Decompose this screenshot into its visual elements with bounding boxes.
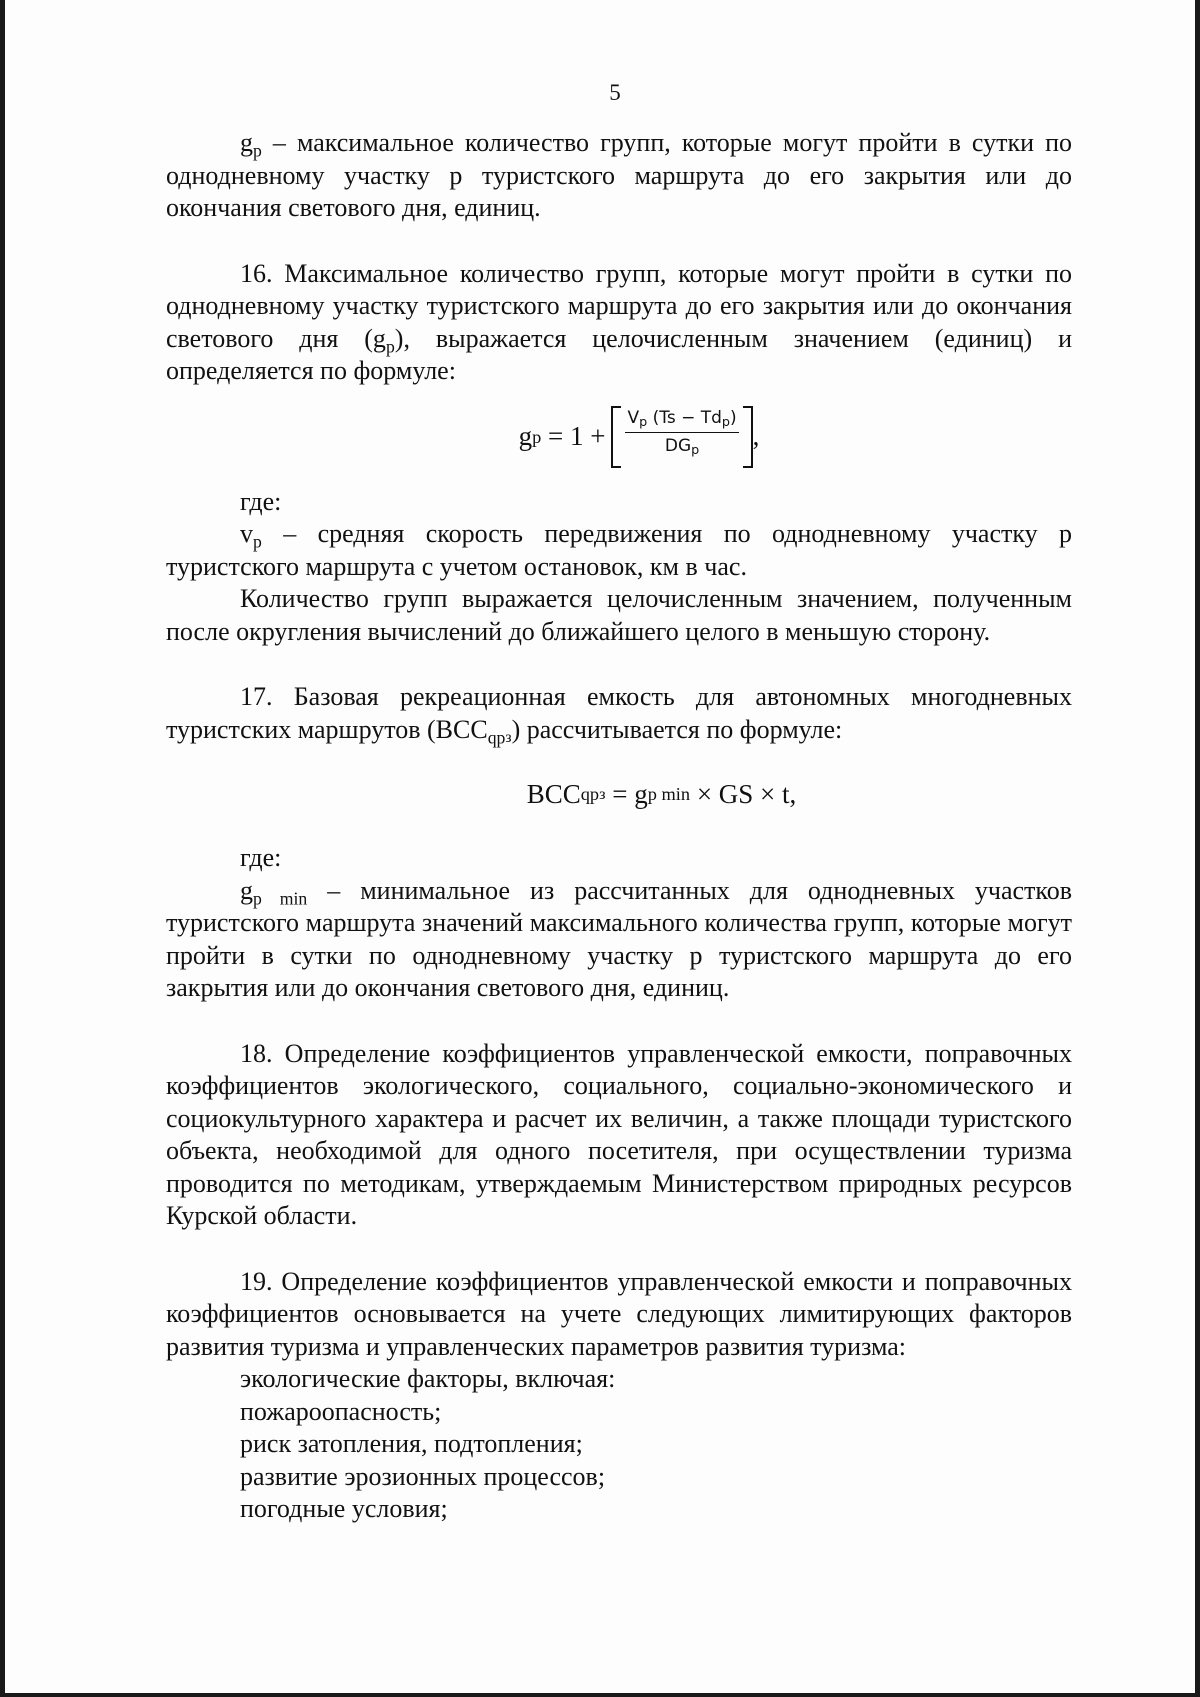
subscript: qp [487, 726, 506, 747]
list-item: погодные условия; [240, 1494, 448, 1523]
list-item: развитие эрозионных процессов; [240, 1461, 606, 1491]
list-item: пожароопасность; [240, 1396, 442, 1426]
denominator [665, 433, 699, 459]
list-item: экологические факторы, включая: [240, 1364, 616, 1393]
subscript: p [253, 140, 262, 161]
numerator [625, 406, 738, 433]
text: 16. Максимальное количество групп, которые могут пройти в сутки по однодневному участку туристского маршрута до его закрытия или до окончания светового дня (g [166, 258, 1072, 353]
symbol: g [240, 128, 253, 157]
subscript: p [385, 335, 395, 356]
page-number: 5 [609, 80, 621, 105]
paragraph-16 [166, 258, 1072, 388]
where-label-2: где: [240, 843, 282, 872]
subscript: p [253, 531, 262, 552]
left-bracket [611, 406, 621, 468]
subscript: p min [253, 887, 308, 908]
paragraph-gp-definition [166, 127, 1072, 225]
formula-lhs: g [518, 421, 533, 452]
scan-edge-right [1195, 0, 1200, 1697]
text: ) [730, 407, 737, 428]
formula-bcc: BCC qp з = g p min × GS × t, [526, 778, 797, 809]
text: – максимальное количество групп, которые могут пройти в сутки по однодневному участку р туристского маршрута до его закрытия или до окончания светового дня, единиц. [166, 128, 1072, 222]
scan-edge-bottom [0, 1693, 1200, 1697]
paragraph-18: 18. Определение коэффициентов управленческой емкости, поправочных коэффициентов экологического, социального, социально-экономического и социокультурного характера и расчет их величин, а также площади туристского объекта, необходимой для одного посетителя, при осуществлении туризма проводится по методикам, утверждаемым Министерством природных ресурсов Курской области. [166, 1038, 1072, 1230]
paragraph-19: 19. Определение коэффициентов управленческой емкости и поправочных коэффициентов основывается на учете следующих лимитирующих факторов развития туризма и управленческих параметров развития туризма: [166, 1266, 1072, 1361]
text: – средняя скорость передвижения по однодневному участку р туристского маршрута с учетом остановок, км в час. [166, 519, 1072, 581]
subscript: p [691, 442, 700, 458]
formula-rhs: × GS × t, [690, 778, 797, 809]
formula-lhs: BCC [526, 778, 581, 809]
where-label-1: где: [240, 486, 282, 516]
paragraph-17 [166, 681, 1072, 746]
paragraph-vp-definition [166, 518, 1072, 583]
text: ), выражается целочисленным значением (единиц) и определяется по формуле: [166, 323, 1072, 385]
formula-equals: = 1 + [541, 421, 606, 452]
text: – минимальное из рассчитанных для однодневных участков туристского маршрута значений максимального количества групп, которые могут пройти в сутки по однодневному участку р туристского маршрута до его закрытия или до окончания светового дня, единиц. [166, 875, 1072, 1002]
subscript: p [721, 414, 731, 430]
symbol: v [240, 519, 253, 548]
text: 17. Базовая рекреационная емкость для автономных многодневных туристских маршрутов (BCC [166, 682, 1072, 744]
document-body [166, 127, 1072, 1526]
subscript: p [639, 414, 648, 430]
scan-edge-left [0, 0, 5, 1697]
right-bracket [743, 406, 753, 468]
text: (Ts − Td [647, 407, 722, 428]
formula-gp: g p = 1 + $\frac{\text{Vp (Ts − Tdp)}}{\text{DGp}}$ , [206, 388, 1072, 486]
text: ) рассчитывается по формуле: [511, 714, 843, 744]
formula-comma: , [752, 421, 760, 452]
symbol: g [240, 875, 253, 905]
paragraph-groups-rounding: Количество групп выражается целочисленным значением, полученным после округления вычислений до ближайшего целого в меньшую сторону. [166, 584, 1072, 646]
fraction [621, 406, 742, 468]
floor-bracket-fraction [611, 406, 752, 468]
subscript: з [505, 728, 512, 746]
formula-equals: = g [605, 778, 648, 809]
text: DG [664, 435, 692, 456]
list-item: риск затопления, подтопления; [240, 1429, 583, 1458]
text: V [627, 407, 640, 428]
paragraph-gpmin-definition [166, 875, 1072, 1005]
